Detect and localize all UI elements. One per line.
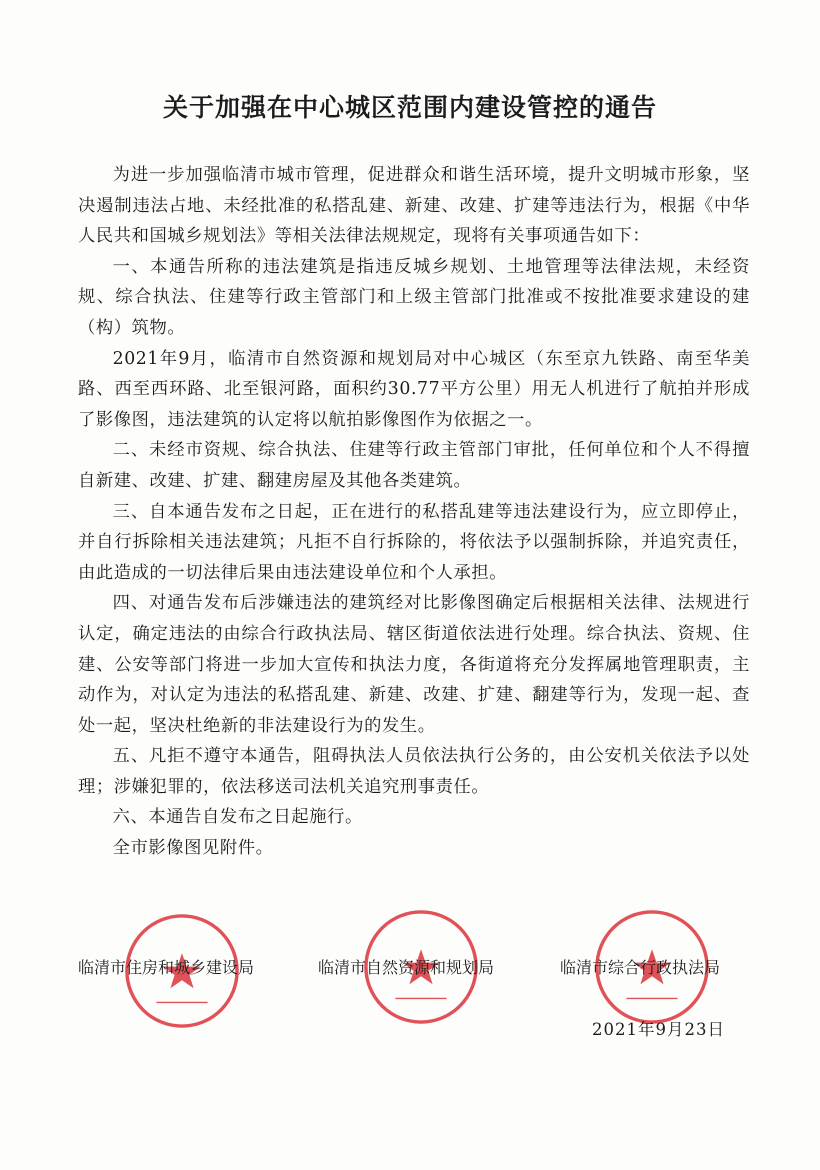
- paragraph-attachment: 全市影像图见附件。: [112, 838, 274, 859]
- signatory-resources-bureau: 临清市自然资源和规划局: [318, 958, 495, 977]
- paragraph-intro: 为进一步加强临清市城市管理，促进群众和谐生活环境，提升文明城市形象，坚决遏制违法占地、未经批准的私搭乱建、新建、改建、扩建等违法行为，根据《中华人民共和国城乡规划法》等相关法律法规规定，现将有关事项通告如下：: [78, 165, 750, 247]
- document-title: 关于加强在中心城区范围内建设管控的通告: [162, 93, 657, 122]
- signatory-housing-bureau: 临清市住房和城乡建设局: [78, 958, 255, 977]
- signatories: [60, 955, 780, 1075]
- paragraph-item-1: 一、本通告所称的违法建筑是指违反城乡规划、土地管理等法律法规，未经资规、综合执法、住建等行政主管部门和上级主管部门批准或不按批准要求建设的建（构）筑物。: [78, 256, 750, 338]
- document-date: 2021年9月23日: [592, 1020, 725, 1039]
- paragraph-item-3: 三、自本通告发布之日起，正在进行的私搭乱建等违法建设行为，应立即停止，并自行拆除相关违法建筑；凡拒不自行拆除的，将依法予以强制拆除，并追究责任，由此造成的一切法律后果由违法建设单位和个人承担。: [78, 501, 750, 583]
- document-body: [78, 160, 750, 864]
- signatory-enforcement-bureau: 临清市综合行政执法局: [560, 958, 721, 977]
- paragraph-survey: 2021年9月，临清市自然资源和规划局对中心城区（东至京九铁路、南至华美路、西至西环路、北至银河路，面积约30.77平方公里）用无人机进行了航拍并形成了影像图，违法建筑的认定将以航拍影像图作为依据之一。: [78, 348, 750, 430]
- paragraph-item-5: 五、凡拒不遵守本通告，阻碍执法人员依法执行公务的，由公安机关依法予以处理；涉嫌犯罪的，依法移送司法机关追究刑事责任。: [78, 746, 750, 797]
- paragraph-item-2: 二、未经市资规、综合执法、住建等行政主管部门审批，任何单位和个人不得擅自新建、改建、扩建、翻建房屋及其他各类建筑。: [78, 440, 750, 491]
- paragraph-item-6: 六、本通告自发布之日起施行。: [112, 807, 363, 828]
- paragraph-item-4: 四、对通告发布后涉嫌违法的建筑经对比影像图确定后根据相关法律、法规进行认定，确定违法的由综合行政执法局、辖区街道依法进行处理。综合执法、资规、住建、公安等部门将进一步加大宣传和执法力度，各街道将充分发挥属地管理职责，主动作为，对认定为违法的私搭乱建、新建、改建、扩建、翻建等行为，发现一起、查处一起，坚决杜绝新的非法建设行为的发生。: [78, 593, 750, 736]
